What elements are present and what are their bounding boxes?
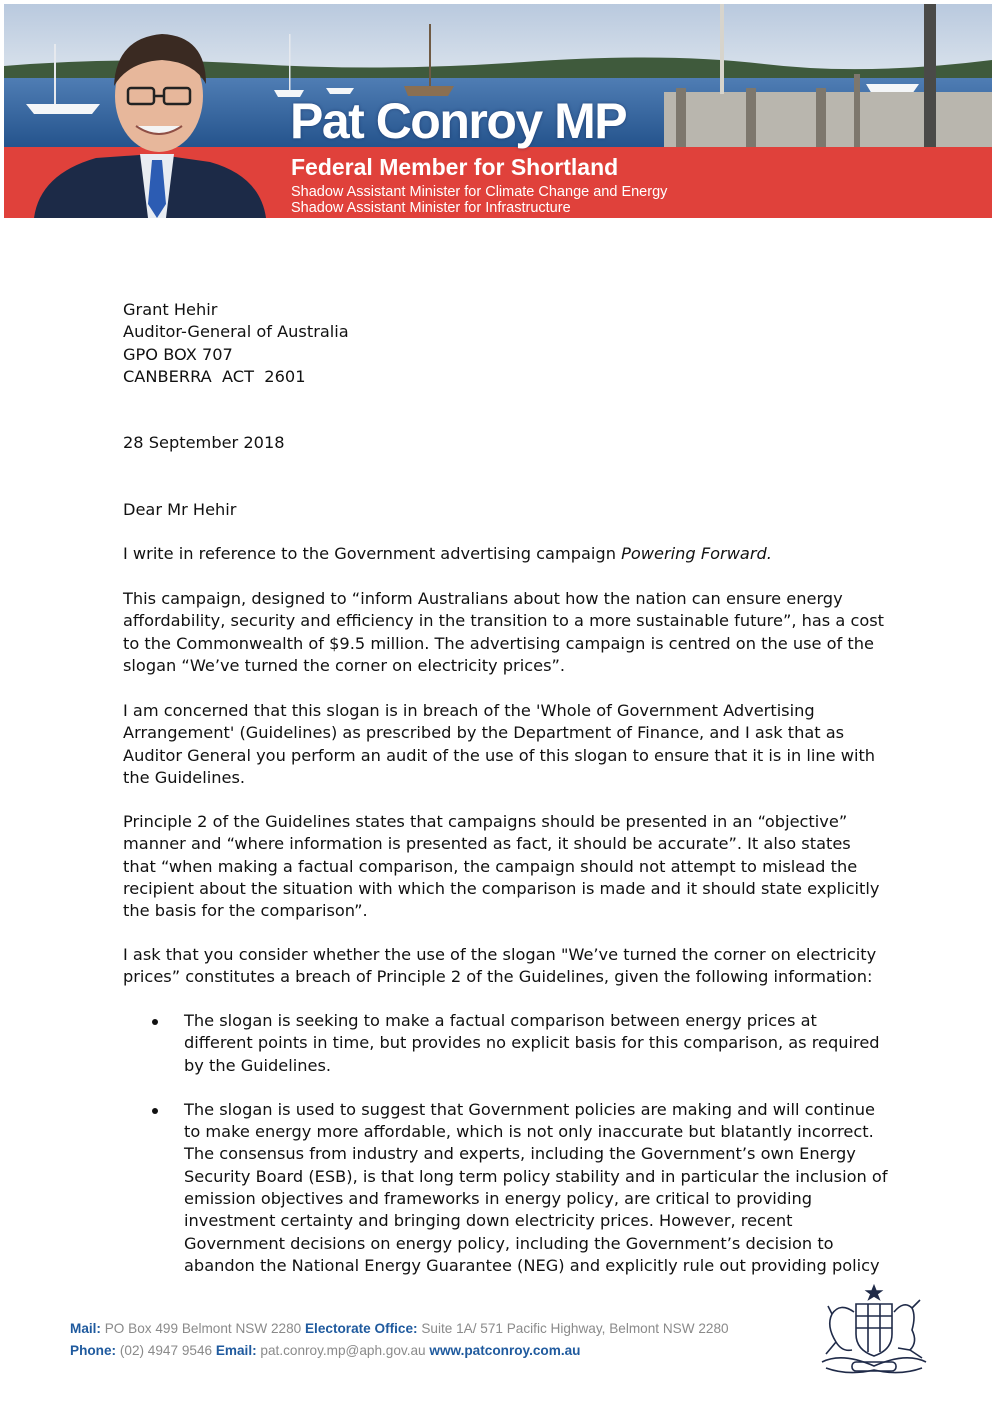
phone-label: Phone: [70,1343,117,1358]
letter-date: 28 September 2018 [123,433,285,452]
mp-role-climate: Shadow Assistant Minister for Climate Change and Energy [291,184,668,200]
salutation: Dear Mr Hehir [123,500,237,519]
phone-number: (02) 4947 9546 [116,1343,216,1358]
mp-name: Pat Conroy MP [290,93,627,149]
office-address: Suite 1A/ 571 Pacific Highway, Belmont NSW 2280 [417,1321,729,1336]
mp-title: Federal Member for Shortland [291,154,619,180]
coat-of-arms-icon [812,1282,936,1378]
mail-label: Mail: [70,1321,101,1336]
bullet-icon [152,1108,158,1114]
recipient-address [123,299,888,388]
bullet-icon [152,1019,158,1025]
recipient-name: Grant Hehir [123,300,218,319]
recipient-position: Auditor-General of Australia [123,322,349,342]
email-address: pat.conroy.mp@aph.gov.au [256,1343,430,1358]
letterhead-banner [4,4,992,218]
paragraph-3: I am concerned that this slogan is in breach of the 'Whole of Government Advertising Arrangement' (Guidelines) as prescribed by the Department of Finance, and I ask that as Auditor General you perform an audit of the use of this slogan to ensure that it is in line with the Guidelines. [123,701,876,787]
contact-footer [70,1318,729,1362]
bullet-text-2: The slogan is used to suggest that Government policies are making and will continue to make energy more affordable, which is not only inaccurate but blatantly incorrect. The consensus from industry and experts, including the Government’s own Energy Security Board (ESB), is that long term policy stability and in particular the inclusion of emission objectives and frameworks in energy policy, are critical to providing investment certainty and bringing down electricity prices. However, recent Government decisions on energy policy, including the Government’s decision to abandon the National Energy Guarantee (NEG) and explicitly rule out providing policy [184,1099,888,1275]
list-item [148,1010,888,1077]
footer-line-2 [70,1340,729,1362]
paragraph-1 [123,543,888,565]
bullet-text-1: The slogan is seeking to make a factual comparison between energy prices at different points in time, but provides no explicit basis for this comparison, as required by the Guidelines. [184,1011,880,1075]
paragraph-2: This campaign, designed to “inform Australians about how the nation can ensure energy affordability, security and efficiency in the transition to a more sustainable future”, has a cost to the Commonwealth of $9.5 million. The advertising campaign is centred on the use of the slogan “We’ve turned the corner on electricity prices”. [123,589,885,675]
bullet-list [148,1010,888,1299]
office-label: Electorate Office: [304,1321,418,1336]
campaign-name: Powering Forward. [621,544,772,563]
paragraph-5: I ask that you consider whether the use of the slogan "We’ve turned the corner on electricity prices” constitutes a breach of Principle 2 of the Guidelines, given the following information: [123,945,877,987]
footer-line-1 [70,1318,729,1340]
mp-role-infrastructure: Shadow Assistant Minister for Infrastructure [291,200,571,216]
recipient-po-box: GPO BOX 707 [123,344,233,364]
list-item [148,1099,888,1277]
paragraph-4: Principle 2 of the Guidelines states that campaigns should be presented in an “objective” manner and “where information is presented as fact, it should be accurate”. It also states that “when making a factual comparison, the campaign should not attempt to mislead the recipient about the situation with which the comparison is made and it should state explicitly the basis for the comparison”. [123,812,880,921]
mail-address: PO Box 499 Belmont NSW 2280 [100,1321,305,1336]
website-link[interactable]: www.patconroy.com.au [429,1343,581,1358]
paragraph-1-text: I write in reference to the Government advertising campaign [123,544,622,563]
recipient-city: CANBERRA ACT 2601 [123,366,306,386]
email-label: Email: [215,1343,257,1358]
